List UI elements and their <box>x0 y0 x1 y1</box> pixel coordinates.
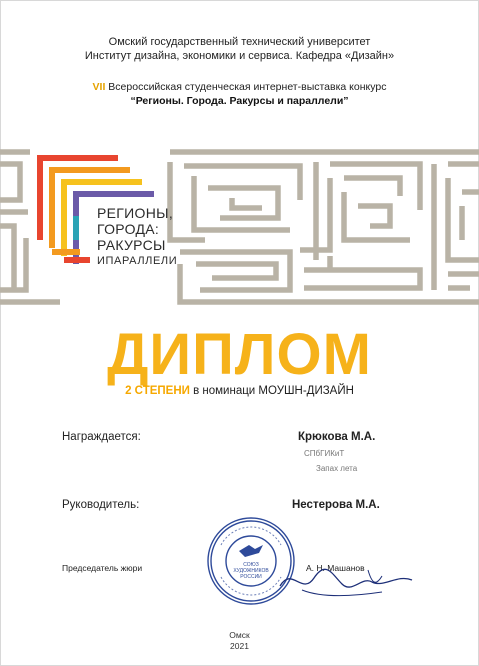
jury-chair-label: Председатель жюри <box>62 563 143 573</box>
supervisor-name: Нестерова М.А. <box>292 499 380 511</box>
work-title: Запах лета <box>316 464 358 473</box>
maze-banner-graphic <box>0 140 479 305</box>
banner-title-line-4 <box>97 253 177 269</box>
contest-line-1 <box>0 80 479 94</box>
degree-line <box>0 385 479 397</box>
diploma-title: ДИПЛОМ <box>107 322 372 387</box>
stamp-text-1: СОЮЗ <box>243 562 259 568</box>
awarded-institution: СПбГИКиТ <box>304 449 345 458</box>
university-name: Омский государственный технический университет <box>108 36 371 48</box>
footer-year: 2021 <box>230 641 249 651</box>
awarded-label: Награждается: <box>62 431 141 443</box>
supervisor-label: Руководитель: <box>62 499 140 511</box>
contest-title: “Регионы. Города. Ракурсы и параллели” <box>130 95 349 107</box>
contest-roman-numeral: VII <box>92 81 106 93</box>
banner-title-line-2: ГОРОДА: <box>97 221 160 237</box>
nomination-text: в номинаци МОУШН-ДИЗАЙН <box>189 385 354 397</box>
banner-title-line-3: РАКУРСЫ <box>97 237 166 253</box>
jury-chair-name: А. Н. Машанов <box>306 563 365 573</box>
degree-value: 2 СТЕПЕНИ <box>125 385 190 397</box>
banner-title-line-4b: ПАРАЛЛЕЛИ <box>105 255 178 267</box>
signature <box>272 556 422 606</box>
banner-title <box>97 205 177 269</box>
contest-line-1-text: Всероссийская студенческая интернет-выставка конкурс <box>105 81 387 93</box>
stamp-text-2: ХУДОЖНИКОВ <box>233 568 269 574</box>
contest-info <box>0 80 479 108</box>
banner-title-line-4a: И <box>97 255 106 267</box>
awarded-name: Крюкова М.А. <box>298 431 376 443</box>
footer-city: Омск <box>229 630 250 640</box>
institute-name: Институт дизайна, экономики и сервиса. Кафедра «Дизайн» <box>84 49 395 62</box>
stamp-text-3: РОССИИ <box>240 574 262 580</box>
header <box>0 36 479 63</box>
banner-title-line-1: РЕГИОНЫ, <box>97 205 174 221</box>
footer <box>0 630 479 652</box>
